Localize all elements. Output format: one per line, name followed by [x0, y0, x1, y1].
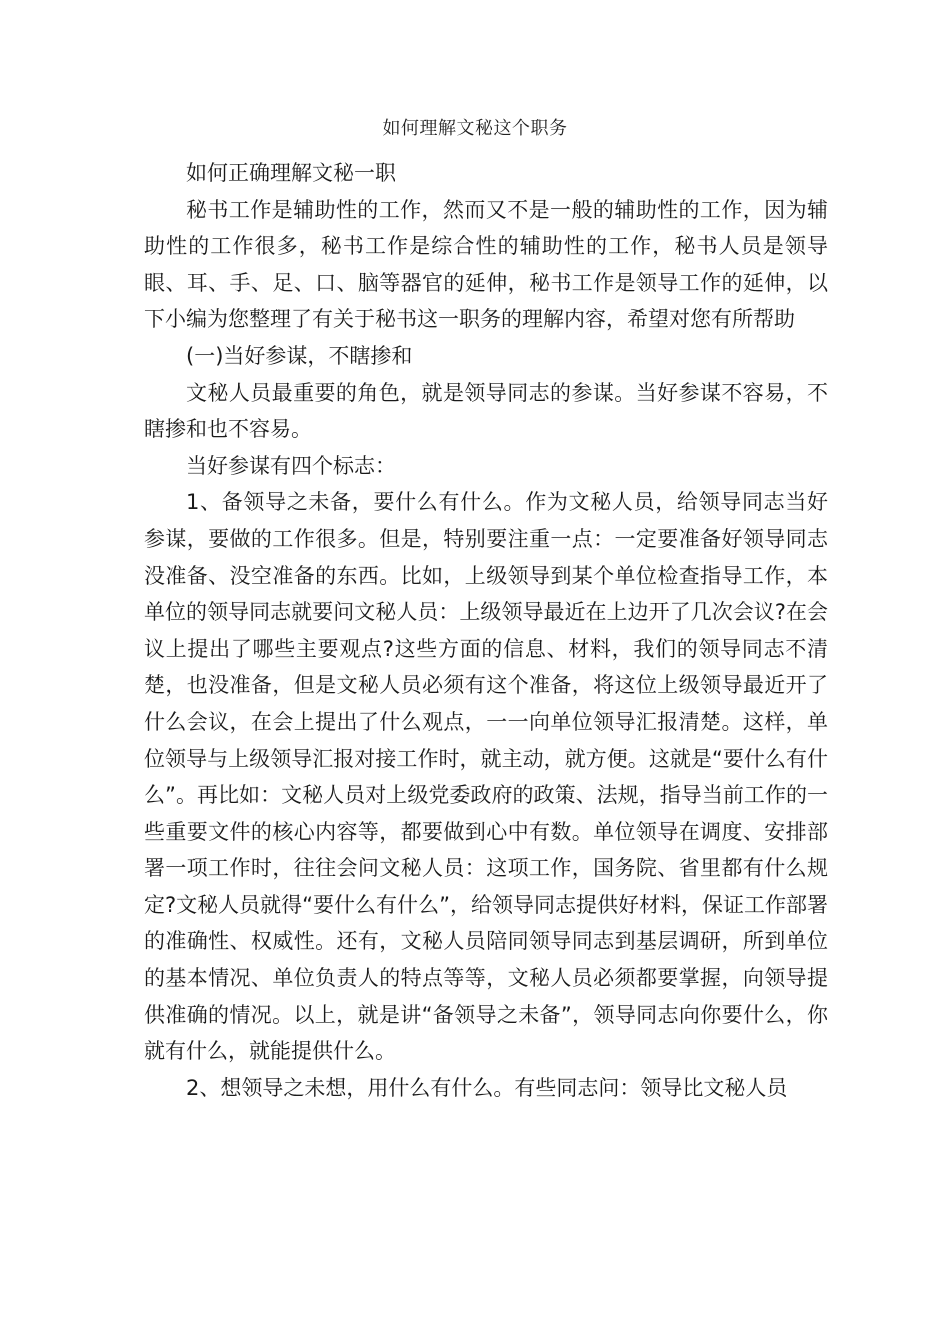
document-body [144, 155, 828, 1106]
paragraph-intro: 秘书工作是辅助性的工作，然而又不是一般的辅助性的工作，因为辅助性的工作很多，秘书工作是综合性的辅助性的工作，秘书人员是领导眼、耳、手、足、口、脑等器官的延伸，秘书工作是领导工作的延伸，以下小编为您整理了有关于秘书这一职务的理解内容，希望对您有所帮助 [144, 197, 828, 332]
paragraph-four-marks: 当好参谋有四个标志： [186, 453, 396, 478]
paragraph-point-1: 1、备领导之未备，要什么有什么。作为文秘人员，给领导同志当好参谋，要做的工作很多。但是，特别要注重一点：一定要准备好领导同志没准备、没空准备的东西。比如，上级领导到某个单位检查指导工作，本单位的领导同志就要问文秘人员：上级领导最近在上边开了几次会议?在会议上提出了哪些主要观点?这些方面的信息、材料，我们的领导同志不清楚，也没准备，但是文秘人员必须有这个准备，将这位上级领导最近开了什么会议，在会上提出了什么观点，一一向单位领导汇报清楚。这样，单位领导与上级领导汇报对接工作时，就主动，就方便。这就是“要什么有什么”。再比如：文秘人员对上级党委政府的政策、法规，指导当前工作的一些重要文件的核心内容等，都要做到心中有数。单位领导在调度、安排部署一项工作时，往往会问文秘人员：这项工作，国务院、省里都有什么规定?文秘人员就得“要什么有什么”，给领导同志提供好材料，保证工作部署的准确性、权威性。还有，文秘人员陪同领导同志到基层调研，所到单位的基本情况、单位负责人的特点等等，文秘人员必须都要掌握，向领导提供准确的情况。以上，就是讲“备领导之未备”，领导同志向你要什么，你就有什么，就能提供什么。 [144, 490, 828, 1064]
paragraph-point-2: 2、想领导之未想，用什么有什么。有些同志问：领导比文秘人员 [186, 1075, 788, 1100]
paragraph-subtitle: 如何正确理解文秘一职 [186, 161, 396, 185]
paragraph-section-heading: (一)当好参谋，不瞎掺和 [186, 343, 413, 368]
paragraph-role: 文秘人员最重要的角色，就是领导同志的参谋。当好参谋不容易，不瞎掺和也不容易。 [144, 380, 828, 442]
document-title: 如何理解文秘这个职务 [382, 118, 568, 139]
